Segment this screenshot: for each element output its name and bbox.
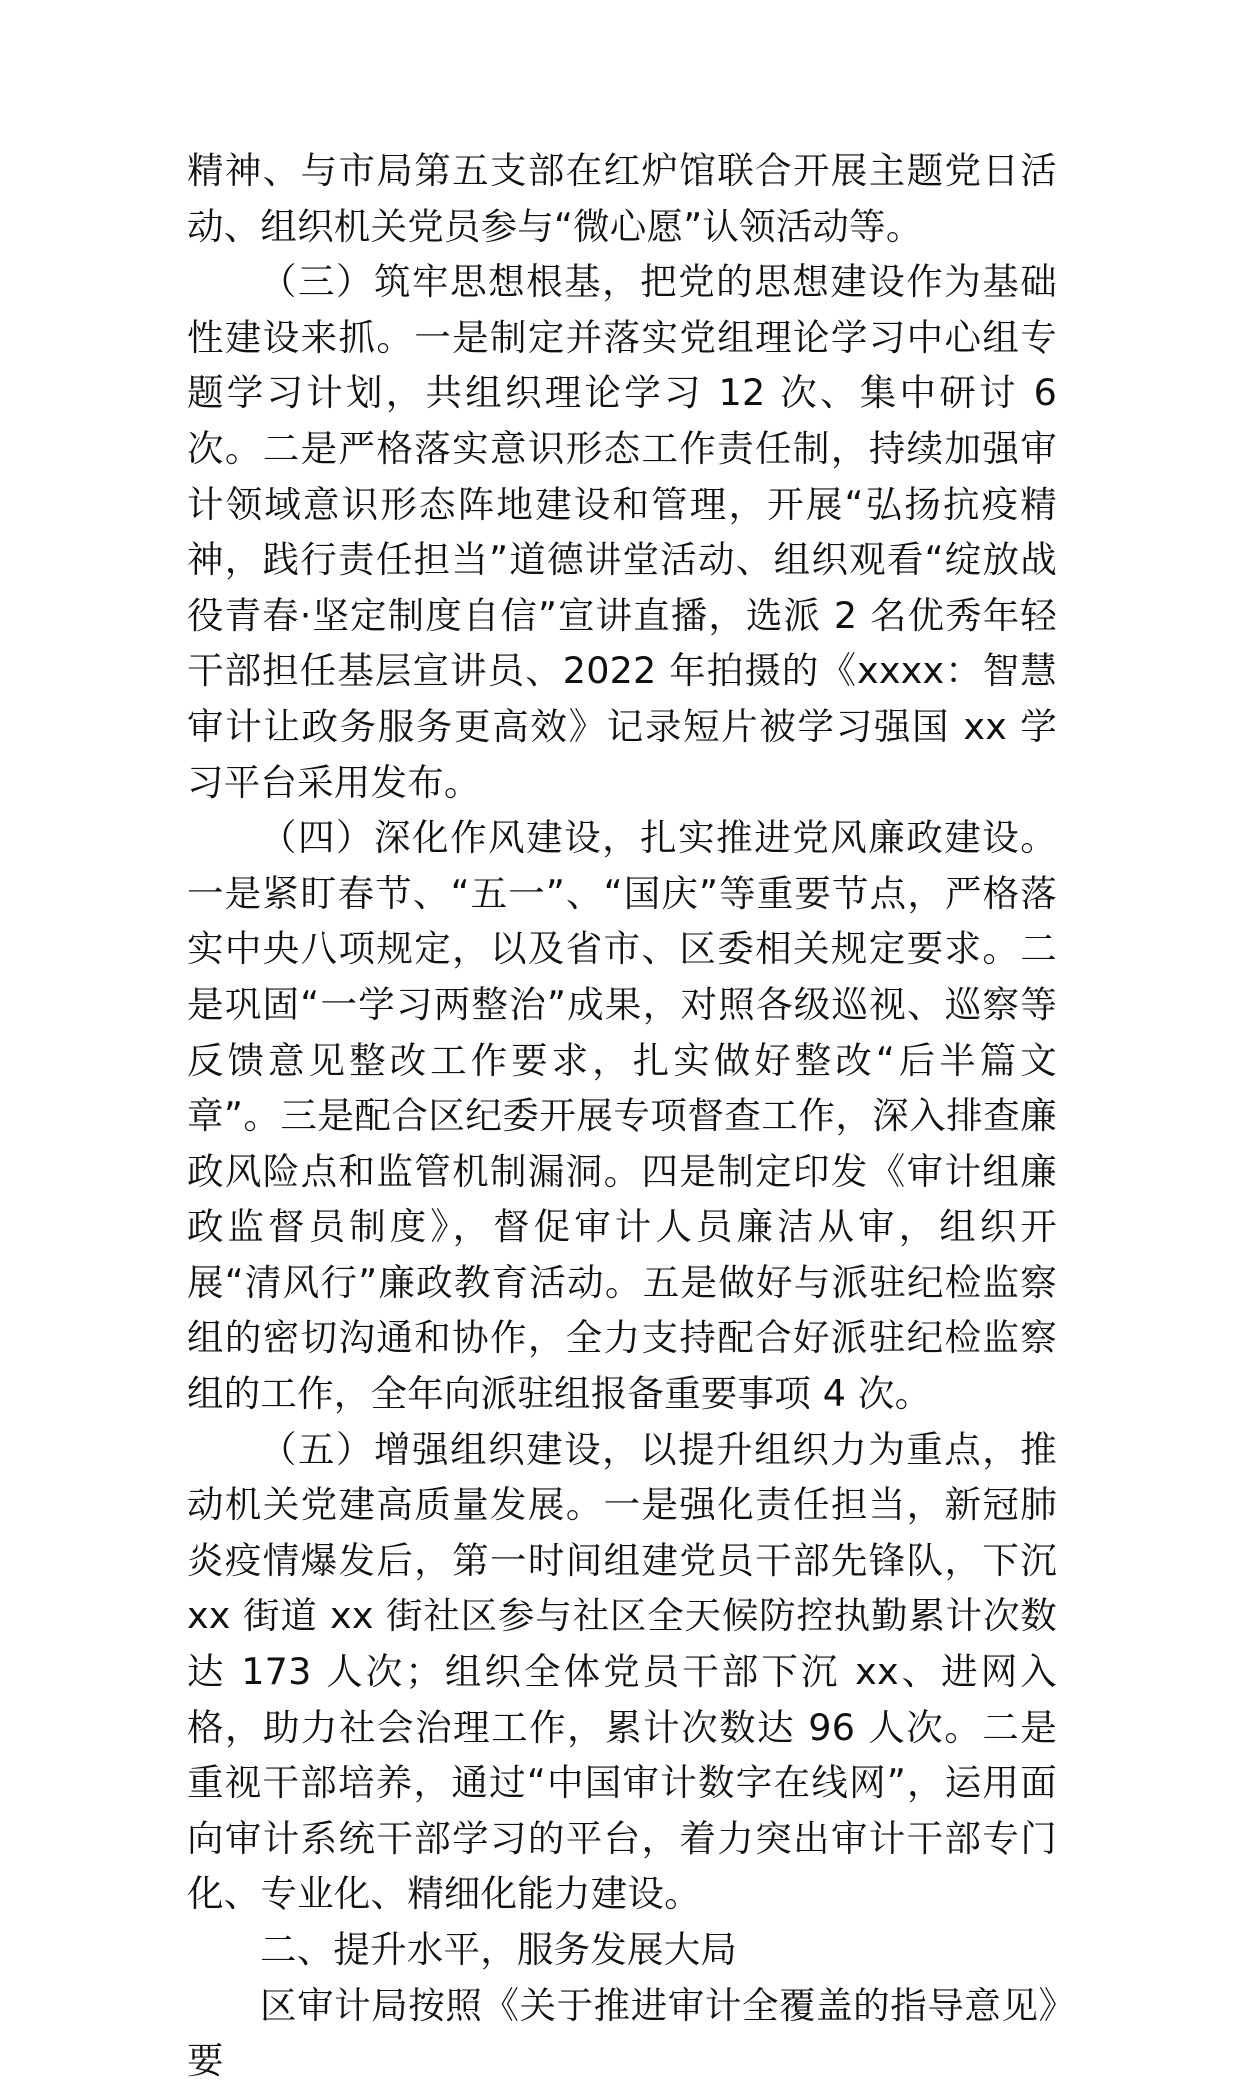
section-heading: 二、提升水平，服务发展大局 xyxy=(260,1928,738,1971)
paragraph-ideology-building: （三）筑牢思想根基，把党的思想建设作为基础性建设来抓。一是制定并落实党组理论学习中心组专题学习计划，共组织理论学习 12 次、集中研讨 6 次。二是严格落实意识形态工作责任制，持续加强审计领域意识形态阵地建设和管理，开展“弘扬抗疫精神，践行责任担当”道德讲堂活动、组织观看“绽放战役青春·坚定制度自信”宣讲直播，选派 2 名优秀年轻干部担任基层宣讲员、2022 年拍摄的《xxxx：智慧审计让政务服务更高效》记录短片被学习强国 xx 学习平台采用发布。 xyxy=(187,260,1057,804)
document-body xyxy=(187,143,1057,2089)
paragraph-organization-building: （五）增强组织建设，以提升组织力为重点，推动机关党建高质量发展。一是强化责任担当，新冠肺炎疫情爆发后，第一时间组建党员干部先锋队，下沉 xx 街道 xx 街社区参与社区全天候防控执勤累计次数达 173 人次；组织全体党员干部下沉 xx、进网入格，助力社会治理工作，累计次数达 96 人次。二是重视干部培养，通过“中国审计数字在线网”，运用面向审计系统干部学习的平台，着力突出审计干部专门化、专业化、精细化能力建设。 xyxy=(187,1427,1057,1916)
paragraph-continuation: 精神、与市局第五支部在红炉馆联合开展主题党日活动、组织机关党员参与“微心愿”认领活动等。 xyxy=(187,149,1057,248)
paragraph-audit-coverage: 区审计局按照《关于推进审计全覆盖的指导意见》要 xyxy=(187,1983,1057,2083)
paragraph-style-building: （四）深化作风建设，扎实推进党风廉政建设。一是紧盯春节、“五一”、“国庆”等重要节点，严格落实中央八项规定，以及省市、区委相关规定要求。二是巩固“一学习两整治”成果，对照各级巡视、巡察等反馈意见整改工作要求，扎实做好整改“后半篇文章”。三是配合区纪委开展专项督查工作，深入排查廉政风险点和监管机制漏洞。四是制定印发《审计组廉政监督员制度》，督促审计人员廉洁从审，组织开展“清风行”廉政教育活动。五是做好与派驻纪检监察组的密切沟通和协作，全力支持配合好派驻纪检监察组的工作，全年向派驻组报备重要事项 4 次。 xyxy=(187,816,1057,1416)
